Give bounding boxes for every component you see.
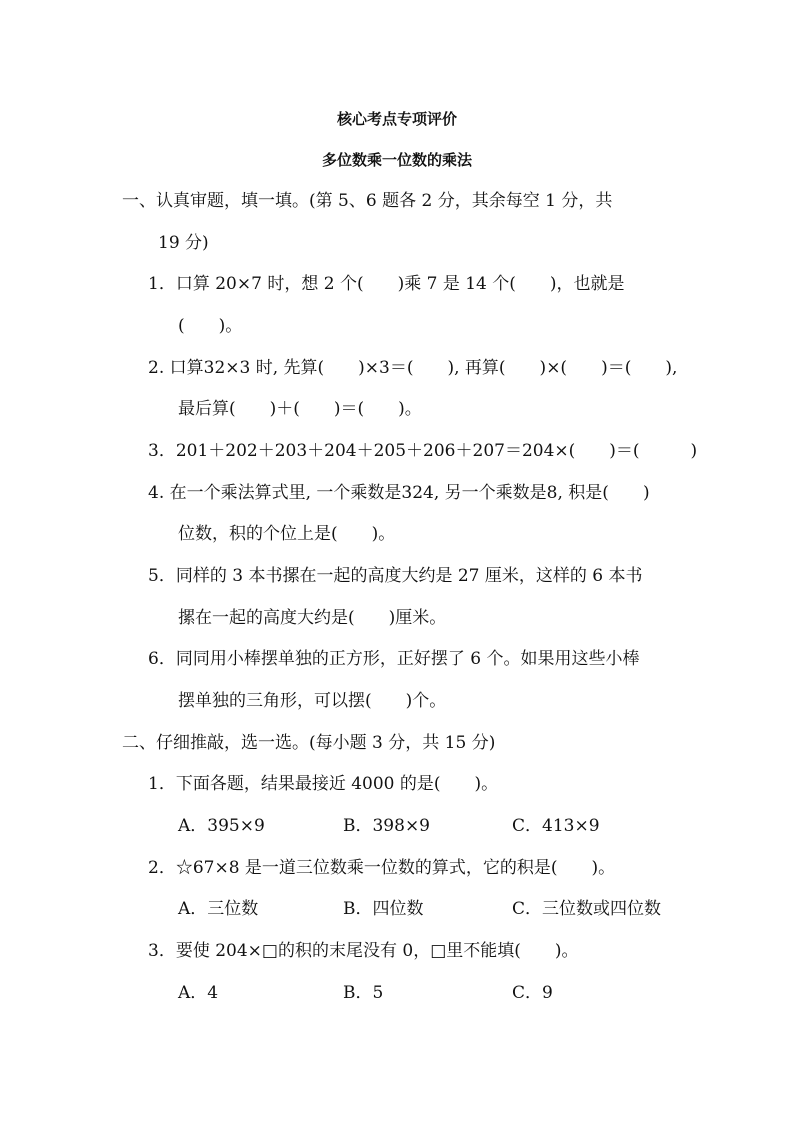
choice-2-option-a: A．三位数	[178, 899, 259, 919]
page-title: 核心考点专项评价	[336, 110, 457, 128]
section2-heading: 二、仔细推敲，选一选。(每小题 3 分，共 15 分)	[122, 733, 496, 753]
question-5-line2: 摞在一起的高度大约是( )厘米。	[178, 608, 447, 628]
question-6-line1: 6．同同用小棒摆单独的正方形，正好摆了 6 个。如果用这些小棒	[148, 649, 640, 669]
question-3-line1: 3．201＋202＋203＋204＋205＋206＋207＝204×( )＝( )	[148, 441, 698, 461]
question-4-line2: 位数，积的个位上是( )。	[178, 524, 396, 544]
section1-heading-cont: 19 分)	[158, 233, 209, 253]
choice-3-option-c: C．9	[512, 983, 553, 1003]
choice-3-option-b: B．5	[343, 983, 384, 1003]
question-4-line1: 4. 在一个乘法算式里, 一个乘数是324, 另一个乘数是8, 积是( )	[148, 483, 650, 503]
question-1-line1: 1．口算 20×7 时，想 2 个( )乘 7 是 14 个( )，也就是	[148, 274, 625, 294]
section1-heading: 一、认真审题，填一填。(第 5、6 题各 2 分，其余每空 1 分，共	[122, 191, 613, 211]
choice-question-2: 2．☆67×8 是一道三位数乘一位数的算式，它的积是( )。	[148, 858, 616, 878]
choice-question-3: 3．要使 204×□的积的末尾没有 0，□里不能填( )。	[148, 941, 579, 961]
choice-3-option-a: A．4	[178, 983, 219, 1003]
choice-1-option-b: B．398×9	[343, 816, 431, 836]
question-2-line2: 最后算( )＋( )＝( )。	[178, 399, 422, 419]
choice-2-option-c: C．三位数或四位数	[512, 899, 662, 919]
question-2-line1: 2. 口算32×3 时, 先算( )×3＝( ), 再算( )×( )＝( ),	[148, 358, 678, 378]
choice-1-option-c: C．413×9	[512, 816, 600, 836]
choice-1-option-a: A．395×9	[178, 816, 265, 836]
page-subtitle: 多位数乘一位数的乘法	[321, 151, 472, 169]
choice-question-1: 1．下面各题，结果最接近 4000 的是( )。	[148, 774, 499, 794]
question-1-line2: ( )。	[178, 316, 243, 336]
choice-2-option-b: B．四位数	[343, 899, 424, 919]
question-5-line1: 5．同样的 3 本书摞在一起的高度大约是 27 厘米，这样的 6 本书	[148, 566, 643, 586]
question-6-line2: 摆单独的三角形，可以摆( )个。	[178, 691, 447, 711]
